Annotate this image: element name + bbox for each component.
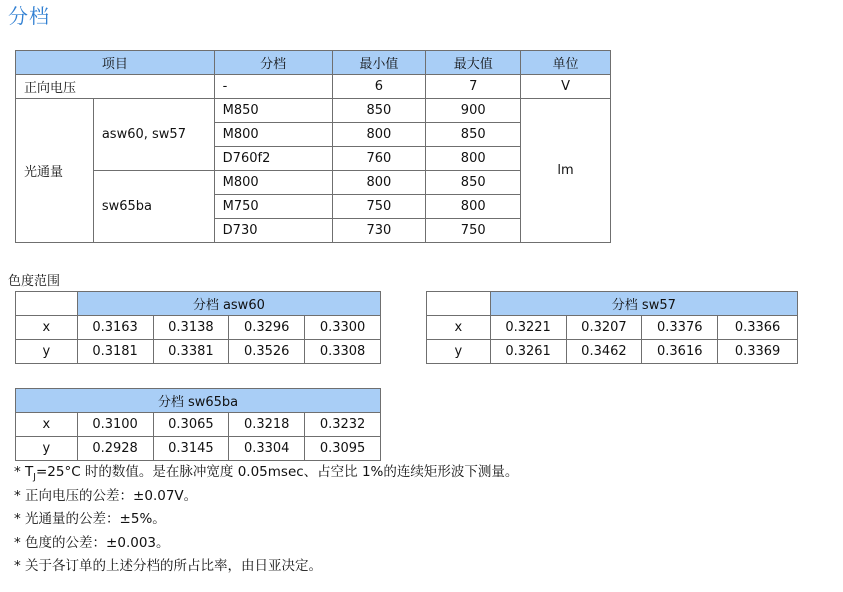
min-cell: 730 — [332, 219, 426, 243]
table-row — [16, 437, 381, 461]
note-measurement-conditions — [14, 461, 518, 485]
x-label: x — [16, 413, 78, 437]
x-cell: 0.3065 — [153, 413, 229, 437]
notes — [14, 461, 518, 579]
header-bin: 分档 — [214, 51, 332, 75]
y-cell: 0.3145 — [153, 437, 229, 461]
note-prefix: * T — [14, 464, 34, 480]
x-cell: 0.3221 — [490, 316, 566, 340]
bin-table — [15, 50, 611, 243]
y-cell: 0.3308 — [305, 340, 381, 364]
y-cell: 0.3304 — [229, 437, 305, 461]
model-group-2: sw65ba — [93, 171, 214, 243]
x-cell: 0.3100 — [77, 413, 153, 437]
table-row — [427, 340, 798, 364]
chromaticity-table-sw57 — [426, 291, 798, 364]
note-subscript: J — [33, 472, 36, 483]
table-corner — [427, 292, 491, 316]
bin-cell: M800 — [214, 123, 332, 147]
y-cell: 0.3181 — [77, 340, 153, 364]
bin-cell: D760f2 — [214, 147, 332, 171]
header-unit: 单位 — [521, 51, 611, 75]
note-rest: =25°C 时的数值。是在脉冲宽度 0.05msec、占空比 1%的连续矩形波下测量。 — [35, 464, 519, 480]
header-max: 最大值 — [426, 51, 521, 75]
table-row — [427, 316, 798, 340]
min-cell: 750 — [332, 195, 426, 219]
luminous-flux-unit: lm — [521, 99, 611, 243]
table-row — [16, 99, 611, 123]
forward-voltage-max: 7 — [426, 75, 521, 99]
page-title: 分档 — [8, 4, 50, 28]
bin-cell: D730 — [214, 219, 332, 243]
chromaticity-section-title: 色度范围 — [8, 274, 61, 289]
y-label: y — [16, 340, 78, 364]
min-cell: 850 — [332, 99, 426, 123]
min-cell: 800 — [332, 123, 426, 147]
chromaticity-table-sw65ba — [15, 388, 381, 461]
max-cell: 800 — [426, 195, 521, 219]
chromaticity-table-title: 分档 asw60 — [77, 292, 380, 316]
x-cell: 0.3163 — [77, 316, 153, 340]
bin-cell: M850 — [214, 99, 332, 123]
x-cell: 0.3138 — [153, 316, 229, 340]
y-cell: 0.3369 — [718, 340, 798, 364]
x-cell: 0.3366 — [718, 316, 798, 340]
y-cell: 0.3095 — [305, 437, 381, 461]
forward-voltage-min: 6 — [332, 75, 426, 99]
x-cell: 0.3376 — [642, 316, 718, 340]
y-label: y — [427, 340, 491, 364]
table-row — [16, 316, 381, 340]
chromaticity-table-title: 分档 sw65ba — [16, 389, 381, 413]
bin-cell: M750 — [214, 195, 332, 219]
x-cell: 0.3232 — [305, 413, 381, 437]
forward-voltage-bin: - — [214, 75, 332, 99]
model-group-1: asw60, sw57 — [93, 99, 214, 171]
luminous-flux-label: 光通量 — [16, 99, 94, 243]
x-cell: 0.3207 — [566, 316, 642, 340]
chromaticity-table-asw60 — [15, 291, 381, 364]
y-cell: 0.2928 — [77, 437, 153, 461]
max-cell: 900 — [426, 99, 521, 123]
table-corner — [16, 292, 78, 316]
x-cell: 0.3218 — [229, 413, 305, 437]
note-bin-ratio: * 关于各订单的上述分档的所占比率，由日亚决定。 — [14, 558, 323, 574]
table-row — [16, 340, 381, 364]
forward-voltage-label: 正向电压 — [16, 75, 215, 99]
max-cell: 850 — [426, 171, 521, 195]
y-cell: 0.3261 — [490, 340, 566, 364]
x-label: x — [16, 316, 78, 340]
header-min: 最小值 — [332, 51, 426, 75]
y-cell: 0.3462 — [566, 340, 642, 364]
y-cell: 0.3381 — [153, 340, 229, 364]
x-cell: 0.3296 — [229, 316, 305, 340]
forward-voltage-unit: V — [521, 75, 611, 99]
note-flux-tolerance: * 光通量的公差：±5%。 — [14, 511, 166, 527]
header-item: 项目 — [16, 51, 215, 75]
chromaticity-table-title: 分档 sw57 — [490, 292, 797, 316]
x-cell: 0.3300 — [305, 316, 381, 340]
y-cell: 0.3616 — [642, 340, 718, 364]
x-label: x — [427, 316, 491, 340]
table-row — [16, 413, 381, 437]
y-cell: 0.3526 — [229, 340, 305, 364]
note-voltage-tolerance: * 正向电压的公差：±0.07V。 — [14, 487, 198, 504]
max-cell: 800 — [426, 147, 521, 171]
bin-cell: M800 — [214, 171, 332, 195]
table-row — [16, 75, 611, 99]
max-cell: 850 — [426, 123, 521, 147]
y-label: y — [16, 437, 78, 461]
max-cell: 750 — [426, 219, 521, 243]
min-cell: 760 — [332, 147, 426, 171]
table-header-row — [16, 51, 611, 75]
min-cell: 800 — [332, 171, 426, 195]
note-chromaticity-tolerance: * 色度的公差：±0.003。 — [14, 534, 170, 551]
